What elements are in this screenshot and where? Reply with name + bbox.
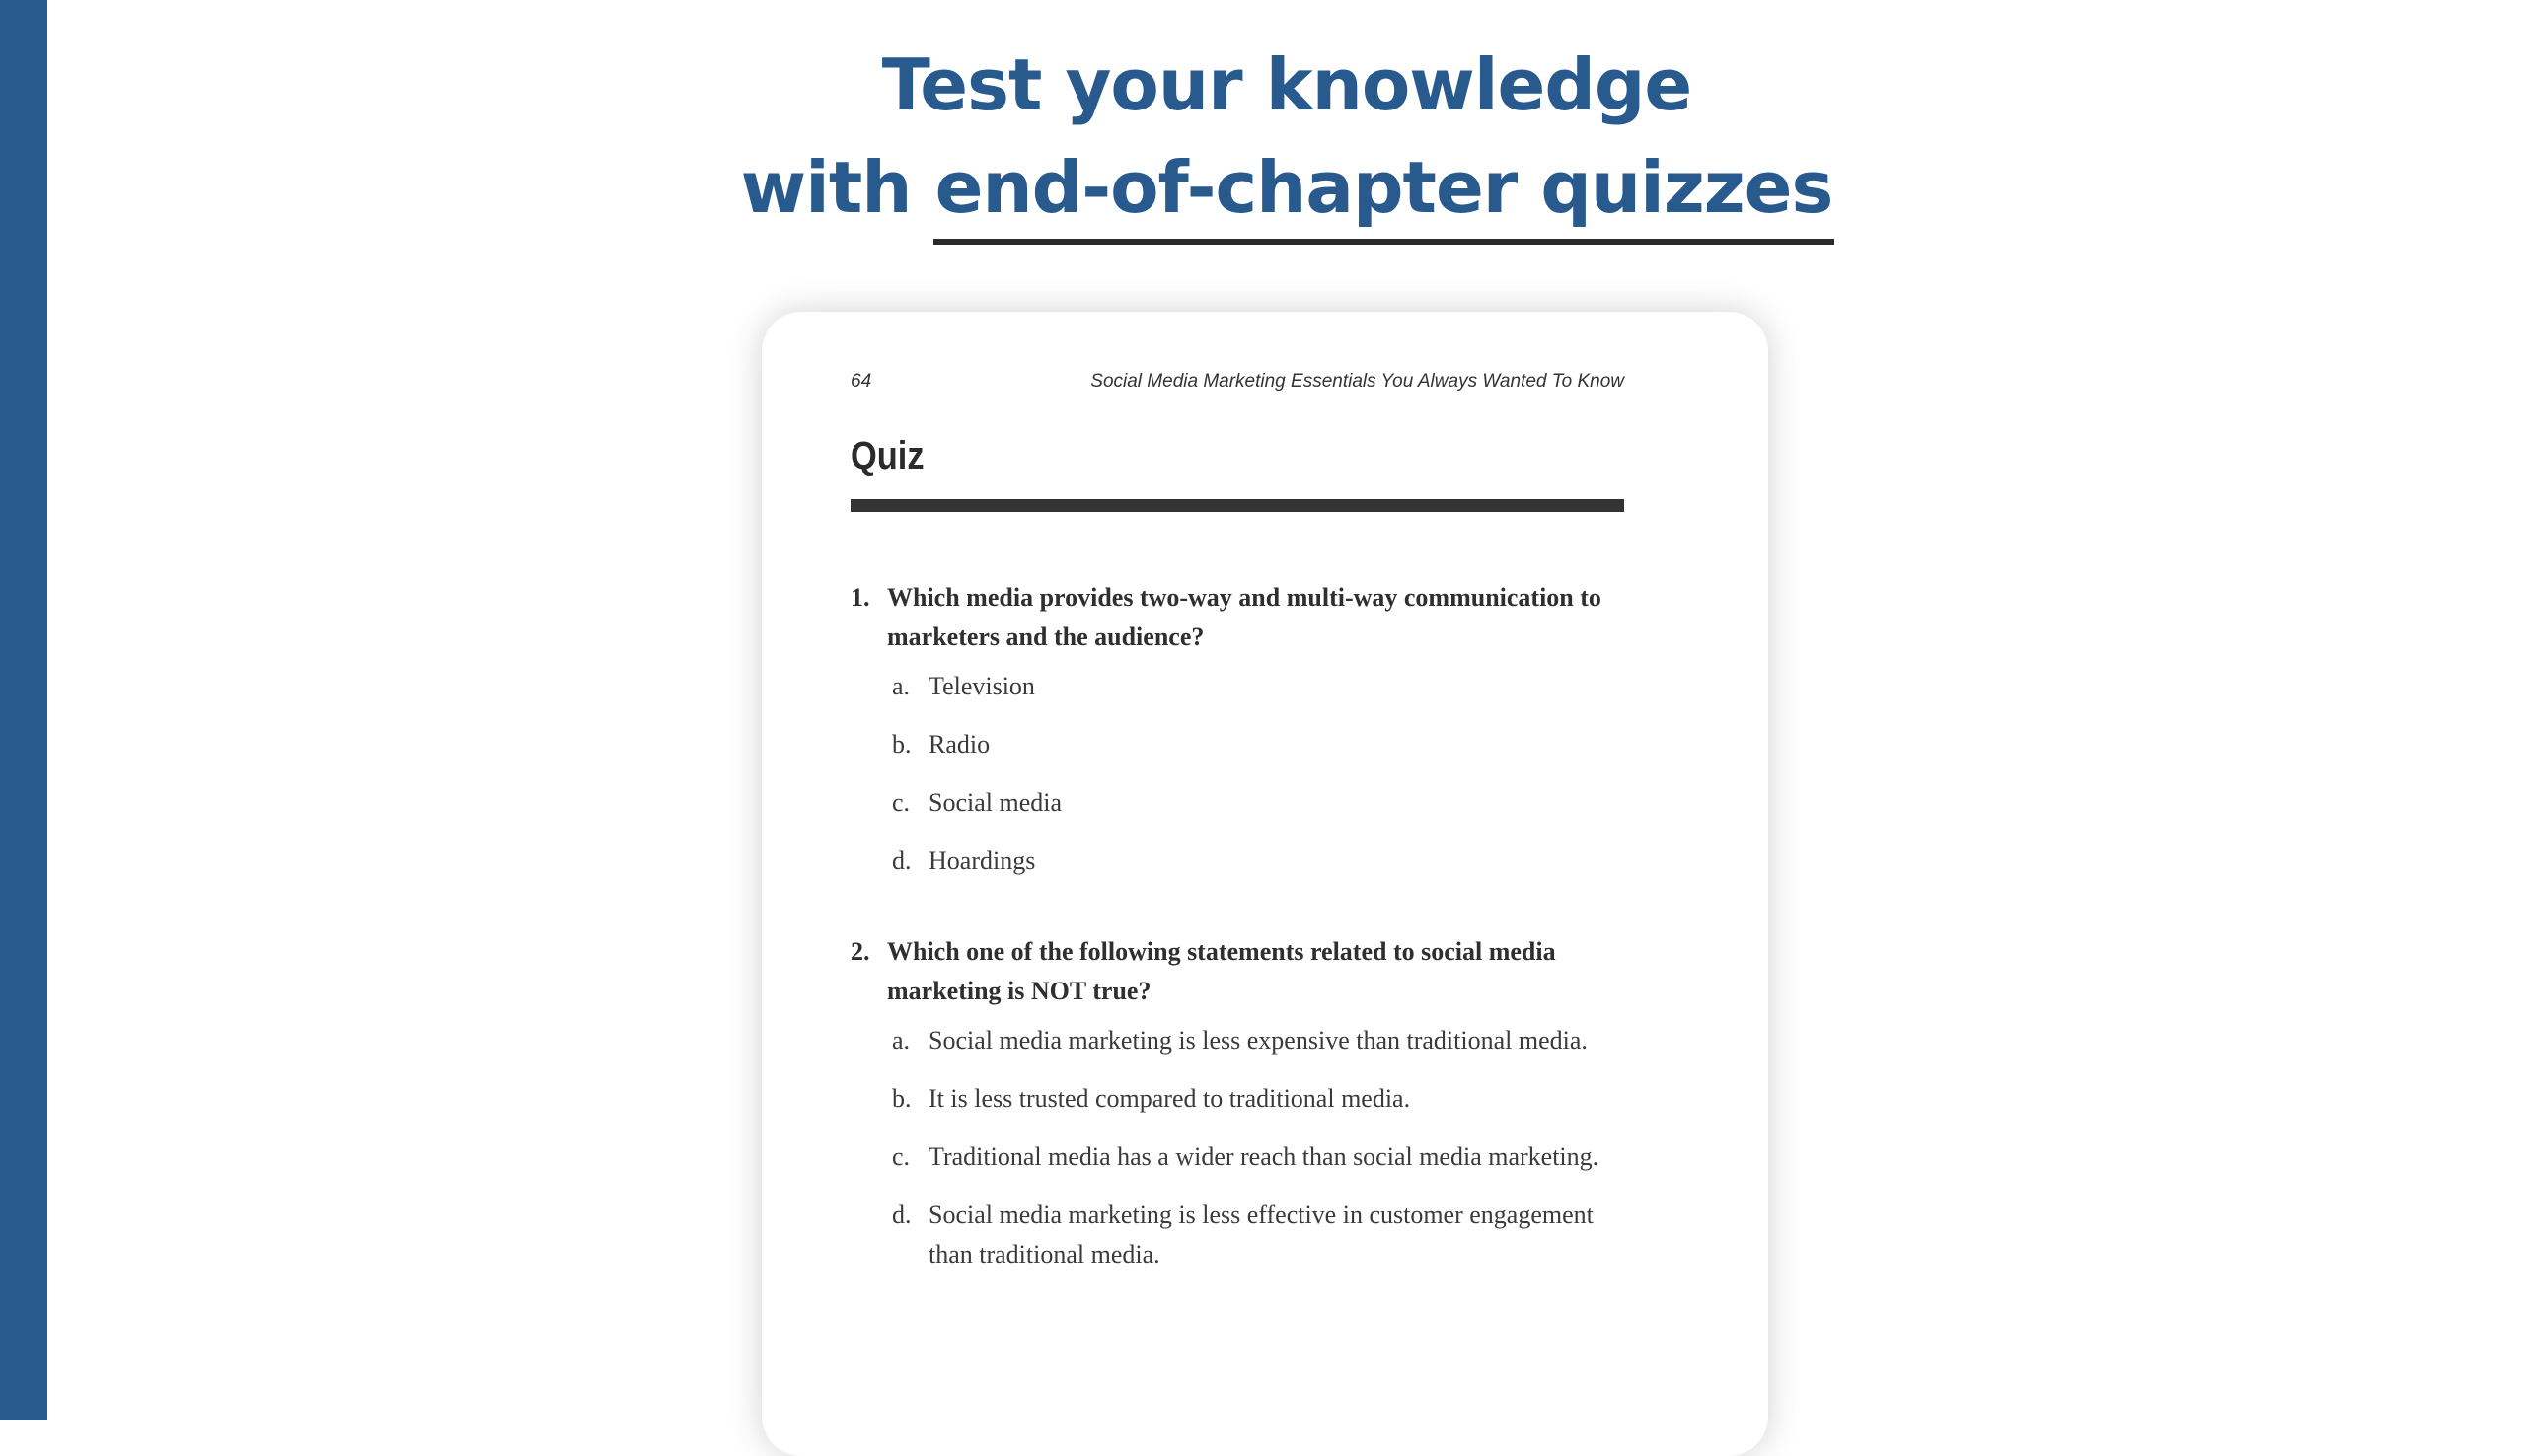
page-number: 64 [851, 371, 872, 392]
option-item [851, 841, 1624, 881]
headline-line-2-prefix: with [740, 146, 935, 229]
option-text: Traditional media has a wider reach than social media marketing. [929, 1142, 1599, 1171]
option-item [851, 667, 1624, 706]
option-letter: c. [892, 788, 911, 817]
headline-underlined-text: end-of-chapter quizzes [935, 136, 1833, 239]
option-text: Social media marketing is less expensive than traditional media. [929, 1026, 1588, 1055]
quiz-title-rule [851, 499, 1624, 512]
option-letter: a. [892, 1026, 911, 1055]
option-text: It is less trusted compared to traditional media. [929, 1084, 1411, 1113]
quiz-title: Quiz [851, 434, 925, 477]
option-letter: a. [892, 672, 911, 700]
book-page-preview [762, 312, 1768, 1456]
running-title: Social Media Marketing Essentials You Always Wanted To Know [1090, 371, 1624, 392]
question-list [851, 578, 1624, 1326]
option-text: Hoardings [929, 846, 1036, 875]
headline-line-2 [47, 136, 2526, 239]
option-text: Television [929, 672, 1035, 700]
option-letter: d. [892, 1201, 912, 1229]
option-text: Social media [929, 788, 1063, 817]
option-list [851, 1021, 1624, 1274]
question-number: 2. [851, 937, 870, 966]
question-text: Which media provides two-way and multi-way communication to marketers and the audience? [887, 583, 1601, 651]
option-list [851, 667, 1624, 881]
question-1 [851, 578, 1624, 881]
option-letter: d. [892, 846, 912, 875]
question-number: 1. [851, 583, 870, 612]
option-item [851, 1079, 1624, 1119]
option-letter: c. [892, 1142, 911, 1171]
option-letter: b. [892, 730, 912, 759]
question-2 [851, 932, 1624, 1274]
running-head [851, 371, 1624, 393]
headline [47, 34, 2526, 239]
question-1-row [851, 578, 1624, 657]
option-text: Radio [929, 730, 991, 759]
option-item [851, 1137, 1624, 1177]
question-text: Which one of the following statements related to social media marketing is NOT true? [887, 937, 1556, 1005]
option-item [851, 783, 1624, 823]
option-item [851, 1021, 1624, 1060]
option-letter: b. [892, 1084, 912, 1113]
left-accent-bar [0, 0, 47, 1420]
headline-line-1: Test your knowledge [881, 43, 1692, 126]
option-item [851, 1196, 1624, 1274]
option-item [851, 725, 1624, 764]
option-text: Social media marketing is less effective in customer engagement than traditional media. [929, 1201, 1594, 1269]
question-2-row [851, 932, 1624, 1011]
